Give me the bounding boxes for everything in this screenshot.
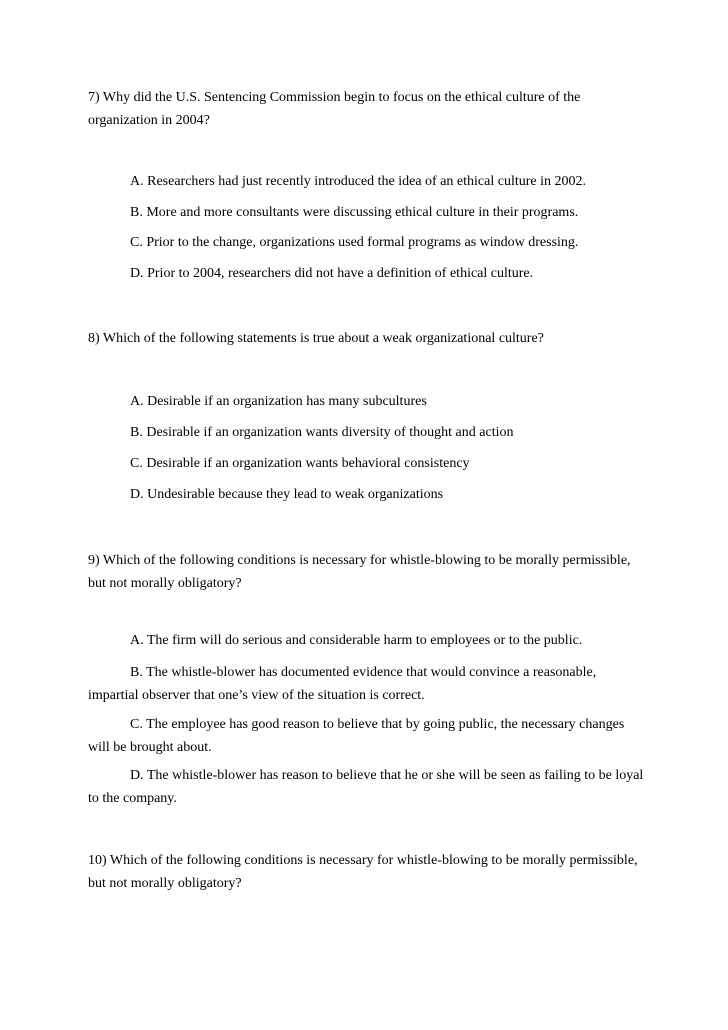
question-8-option-c: C. Desirable if an organization wants behavioral consistency	[130, 456, 470, 471]
question-10-text: 10) Which of the following conditions is necessary for whistle-blowing to be morally permissible, but not morally obligatory?	[88, 853, 642, 891]
question-9-option-a: A. The firm will do serious and considerable harm to employees or to the public.	[130, 633, 583, 648]
question-8-option-d: D. Undesirable because they lead to weak organizations	[130, 487, 444, 502]
question-7-text: 7) Why did the U.S. Sentencing Commission begin to focus on the ethical culture of the organization in 2004?	[88, 90, 584, 128]
question-8-option-b: B. Desirable if an organization wants diversity of thought and action	[130, 425, 514, 440]
question-8-option-a: A. Desirable if an organization has many subcultures	[130, 394, 427, 409]
question-9-option-c: C. The employee has good reason to believe that by going public, the necessary changes will be brought about.	[88, 717, 625, 755]
question-9-text: 9) Which of the following conditions is necessary for whistle-blowing to be morally permissible, but not morally obligatory?	[88, 553, 635, 591]
question-9-option-d: D. The whistle-blower has reason to believe that he or she will be seen as failing to be loyal to the company.	[88, 768, 644, 806]
question-7-option-a: A. Researchers had just recently introduced the idea of an ethical culture in 2002.	[130, 174, 586, 189]
question-7-option-b: B. More and more consultants were discussing ethical culture in their programs.	[130, 205, 579, 220]
question-9-option-b: B. The whistle-blower has documented evidence that would convince a reasonable, impartial observer that one’s view of the situation is correct.	[88, 665, 597, 703]
question-7-option-c: C. Prior to the change, organizations used formal programs as window dressing.	[130, 235, 579, 250]
question-7-option-d: D. Prior to 2004, researchers did not have a definition of ethical culture.	[130, 266, 534, 281]
question-8-text: 8) Which of the following statements is true about a weak organizational culture?	[88, 331, 544, 346]
